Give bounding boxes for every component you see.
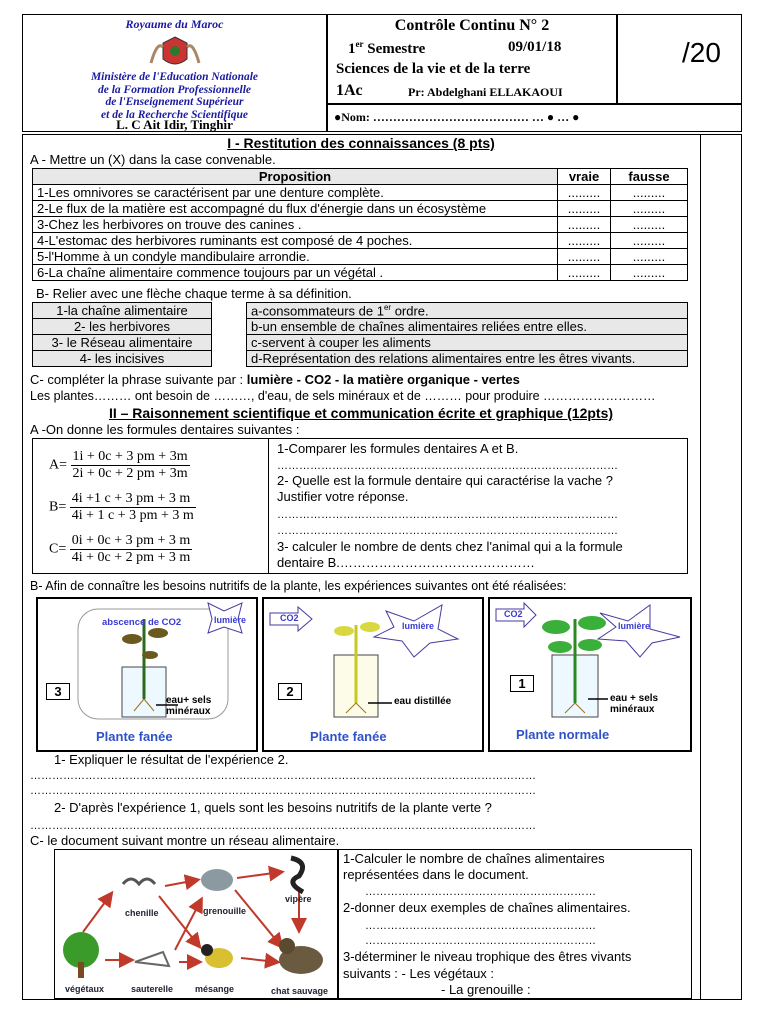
food-web-drawing (55, 850, 337, 998)
part2-a-instruction: A -On donne les formules dentaires suivantes : (30, 422, 300, 437)
table-row (33, 185, 688, 201)
school-name: L. C Ait Idir, Tinghir (116, 117, 233, 132)
semester-number: 1 (348, 41, 356, 57)
frog-icon (201, 869, 233, 891)
answer-line[interactable]: ………………………………………………………………………………… (277, 525, 618, 537)
vraie-cell[interactable]: ......... (558, 201, 611, 217)
formula-label: B= (49, 499, 67, 515)
header-vraie: vraie (558, 169, 611, 185)
answer-line[interactable]: ………………………………………………………………………………………………………………………… (30, 785, 536, 797)
vraie-cell[interactable]: ......... (558, 249, 611, 265)
formula-denominator: 4i + 1 c + 3 pm + 3 m (71, 508, 194, 523)
experiment-number: 1 (510, 675, 534, 692)
definition-item[interactable]: d-Représentation des relations alimentaires entre les êtres vivants. (247, 351, 688, 367)
definition-item[interactable]: c-servent à couper les aliments (247, 335, 688, 351)
table-row (33, 265, 688, 281)
water-label: eau + sels minéraux (610, 693, 659, 715)
formula-denominator: 2i + 0c + 2 pm + 3m (72, 466, 188, 481)
formula-label: A= (49, 457, 68, 473)
question-a3: 3- calculer le nombre de dents chez l'animal qui a la formule (277, 539, 623, 554)
animal-label: chat sauvage (271, 986, 329, 996)
ministry-block (23, 71, 326, 121)
term-item[interactable]: 1-la chaîne alimentaire (33, 303, 212, 319)
answer-line[interactable]: ………………………………………………………………………………………………………………………… (30, 770, 536, 782)
definition-item[interactable] (247, 303, 688, 319)
food-web-questions-box (338, 849, 692, 999)
definition-a-text: a-consommateurs de 1 (251, 303, 384, 319)
light-label: lumière (214, 615, 247, 625)
c-instruction-text: C- compléter la phrase suivante par : (30, 372, 247, 387)
formula-c (49, 533, 192, 566)
terms-table (32, 302, 212, 367)
no-co2-label: abscence de CO2 (102, 617, 182, 628)
true-false-table (32, 168, 688, 281)
formula-label: C= (49, 541, 67, 557)
animal-label: grenouille (203, 906, 247, 916)
vraie-cell[interactable]: ......... (558, 233, 611, 249)
subject: Sciences de la vie et de la terre (336, 61, 531, 77)
proposition-text: 3-Chez les herbivores on trouve des canines . (33, 217, 558, 233)
score-box (617, 14, 742, 104)
vraie-cell[interactable]: ......... (558, 265, 611, 281)
proposition-text: 5-l'Homme à un condyle mandibulaire arrondie. (33, 249, 558, 265)
answer-line[interactable]: ……………………………………………………… (365, 935, 596, 947)
definition-item[interactable]: b-un ensemble de chaînes alimentaires reliées entre elles. (247, 319, 688, 335)
water-label: eau+ sels minéraux (166, 695, 212, 717)
grasshopper-icon (135, 952, 169, 966)
question-c1: 1-Calculer le nombre de chaînes alimentaires (343, 851, 605, 866)
table-row (33, 249, 688, 265)
ministry-line: Ministère de l'Education Nationale (90, 71, 259, 83)
term-item[interactable]: 3- le Réseau alimentaire (33, 335, 212, 351)
light-label: lumière (618, 621, 651, 631)
answer-line[interactable]: ……………………………………………………… (365, 886, 596, 898)
answer-line[interactable]: ………………………………………………………………………………… (277, 460, 618, 472)
question-c3-items: suivants : - Les végétaux : (343, 966, 495, 981)
semester-word: Semestre (363, 41, 426, 57)
exam-date: 09/01/18 (508, 39, 562, 55)
question-a2-justify: Justifier votre réponse. (277, 489, 409, 504)
question-c1-cont: représentées dans le document. (343, 867, 529, 882)
tree-icon (63, 932, 99, 978)
exam-title: Contrôle Continu N° 2 (394, 17, 550, 34)
fausse-cell[interactable]: ......... (611, 233, 688, 249)
experiment-3 (36, 597, 258, 752)
experiment-number: 3 (46, 683, 70, 700)
definitions-table (246, 302, 688, 367)
ministry-line: et de la Recherche Scientifique (101, 108, 248, 121)
fausse-cell[interactable]: ......... (611, 201, 688, 217)
co2-label: CO2 (504, 609, 523, 619)
header-title-panel (327, 14, 617, 104)
semester-sup: er (355, 39, 364, 49)
table-row (33, 233, 688, 249)
answer-line[interactable]: ………………………………………………………………………………………………………………………… (30, 820, 536, 832)
result-label: Plante normale (516, 727, 610, 742)
question-b2: 2- D'après l'expérience 1, quels sont les besoins nutritifs de la plante verte ? (54, 800, 492, 815)
table-row (33, 217, 688, 233)
formula-b (49, 491, 196, 524)
light-label: lumière (402, 621, 435, 631)
water-label: eau distillée (394, 696, 452, 707)
experiment-2 (262, 597, 484, 752)
result-label: Plante fanée (96, 729, 173, 744)
food-web-diagram (54, 849, 338, 999)
fausse-cell[interactable]: ......... (611, 217, 688, 233)
score: /20 (682, 37, 721, 68)
part2-title: II – Raisonnement scientifique et communication écrite et graphique (12pts) (108, 405, 614, 421)
experiment-1 (488, 597, 692, 752)
proposition-text: 4-L'estomac des herbivores ruminants est composé de 4 poches. (33, 233, 558, 249)
formula-numerator: 1i + 0c + 3 pm + 3m (72, 449, 188, 464)
animal-label: mésange (195, 984, 235, 994)
proposition-text: 1-Les omnivores se caractérisent par une denture complète. (33, 185, 558, 201)
semester (348, 39, 425, 58)
term-item[interactable]: 4- les incisives (33, 351, 212, 367)
table-row (33, 201, 688, 217)
header-proposition: Proposition (33, 169, 558, 185)
animal-label: chenille (125, 908, 159, 918)
coat-of-arms-icon (145, 33, 205, 71)
question-c3: 3-déterminer le niveau trophique des êtres vivants (343, 949, 632, 964)
name-field[interactable]: ●Nom: ………………………………… … ● … ● (334, 110, 580, 124)
answer-line[interactable]: ……………………………………………………… (365, 920, 596, 932)
part2-b-instruction: B- Afin de connaître les besoins nutritifs de la plante, les expériences suivantes ont été réalisées: (30, 579, 567, 593)
c-sentence[interactable]: Les plantes……… ont besoin de ………, d'eau, de sels minéraux et de ……… pour produire ……………………… (30, 389, 656, 403)
part1-b-instruction: B- Relier avec une flèche chaque terme à sa définition. (36, 286, 352, 301)
kingdom-title: Royaume du Maroc (125, 17, 224, 31)
header-fausse: fausse (611, 169, 688, 185)
level: 1Ac (336, 82, 363, 99)
animal-label: vipère (285, 894, 312, 904)
part2-c-instruction: C- le document suivant montre un réseau alimentaire. (30, 833, 340, 848)
experiment-number: 2 (278, 683, 302, 700)
part1-a-instruction: A - Mettre un (X) dans la case convenable. (30, 152, 276, 167)
term-item[interactable]: 2- les herbivores (33, 319, 212, 335)
ministry-line: de l'Enseignement Supérieur (105, 96, 244, 108)
definition-a-sup: er (383, 303, 392, 312)
formula-denominator: 4i + 0c + 2 pm + 3 m (71, 550, 191, 565)
teacher: Pr: Abdelghani ELLAKAOUI (408, 85, 563, 99)
vraie-cell[interactable]: ......... (558, 185, 611, 201)
viper-icon (291, 858, 303, 892)
question-a1: 1-Comparer les formules dentaires A et B. (277, 441, 519, 456)
question-b1: 1- Expliquer le résultat de l'expérience 2. (54, 752, 289, 767)
header-left-panel (22, 14, 327, 132)
proposition-text: 6-La chaîne alimentaire commence toujours par un végétal . (33, 265, 558, 281)
tit-bird-icon (201, 944, 233, 968)
co2-label: CO2 (280, 613, 299, 623)
question-a3-cont: dentaire B.……………………………………… (277, 555, 535, 570)
formulas-box (32, 438, 268, 574)
part1-c-instruction (30, 372, 520, 388)
ministry-line: de la Formation Professionnelle (97, 83, 252, 96)
part1-title: I - Restitution des connaissances (8 pts) (227, 135, 495, 151)
formula-numerator: 4i +1 c + 3 pm + 3 m (70, 491, 196, 508)
answer-line[interactable]: ………………………………………………………………………………… (277, 509, 618, 521)
animal-label: sauterelle (131, 984, 174, 994)
proposition-text: 2-Le flux de la matière est accompagné du flux d'énergie dans un écosystème (33, 201, 558, 217)
formula-numerator: 0i + 0c + 3 pm + 3 m (71, 533, 191, 548)
fausse-cell[interactable]: ......... (611, 265, 688, 281)
c-words: lumière - CO2 - la matière organique - vertes (246, 372, 520, 387)
fausse-cell[interactable]: ......... (611, 249, 688, 265)
margin-line (700, 134, 701, 1000)
question-c2: 2-donner deux exemples de chaînes alimentaires. (343, 900, 631, 915)
fausse-cell[interactable]: ......... (611, 185, 688, 201)
vraie-cell[interactable]: ......... (558, 217, 611, 233)
result-label: Plante fanée (310, 729, 387, 744)
wild-cat-icon (279, 938, 323, 974)
question-c3-frog: - La grenouille : (441, 982, 531, 997)
animal-label: végétaux (65, 984, 105, 994)
formula-a (49, 449, 190, 482)
name-field-box (327, 104, 742, 132)
formula-questions-box (268, 438, 688, 574)
caterpillar-icon (123, 879, 155, 884)
question-a2: 2- Quelle est la formule dentaire qui caractérise la vache ? (277, 473, 614, 488)
definition-a-end: ordre. (391, 303, 429, 319)
